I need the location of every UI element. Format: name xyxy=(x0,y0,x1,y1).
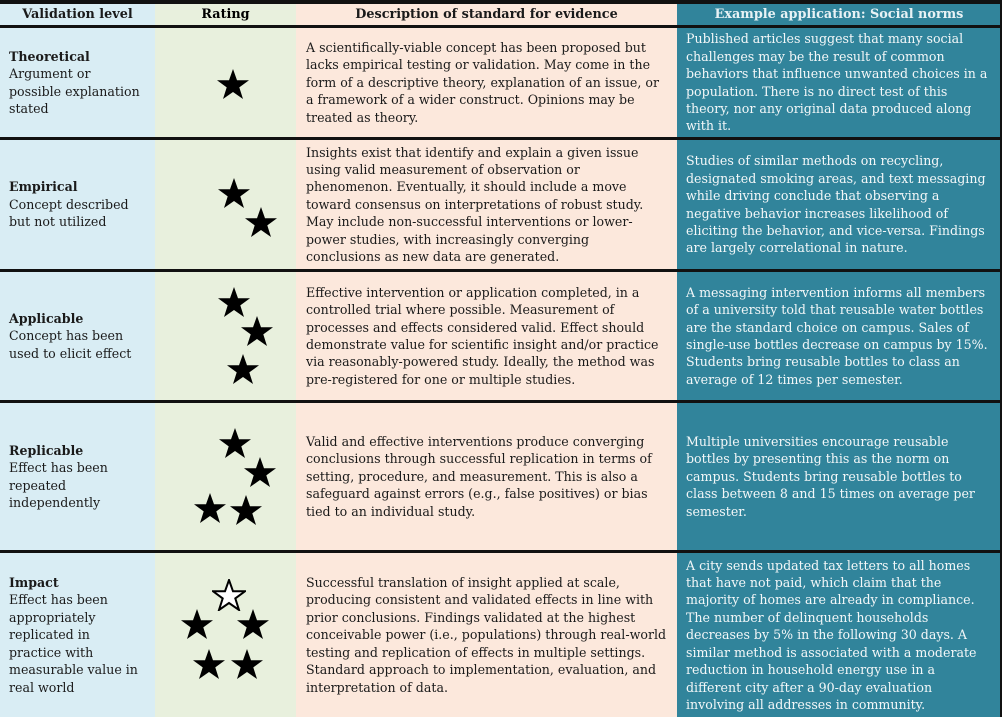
header-validation-level: Validation level xyxy=(0,4,155,25)
star-filled-icon xyxy=(229,494,263,526)
star-filled-icon xyxy=(240,315,274,347)
table-row-impact xyxy=(0,553,1000,717)
validation-level-cell xyxy=(0,28,155,137)
header-example: Example application: Social norms xyxy=(677,4,1000,25)
description-text: A scientifically-viable concept has been proposed but lacks empirical testing or validation. May come in the form of a descriptive theory, explanation of an issue, or a framework of a wider construct. Opinions may be treated as theory. xyxy=(306,39,659,125)
star-filled-icon xyxy=(230,648,264,680)
example-text: Published articles suggest that many social challenges may be the result of common behaviors that influence unwanted choices in a population. There is no direct test of this theory, nor any original data produced along with it. xyxy=(686,31,988,134)
level-title: Applicable xyxy=(9,310,84,326)
star-filled-icon xyxy=(243,456,277,488)
star-rating-1 xyxy=(155,28,296,137)
star-rating-3 xyxy=(155,272,296,400)
validation-level-cell xyxy=(0,553,155,717)
star-filled-icon xyxy=(217,177,251,209)
star-filled-icon xyxy=(192,648,226,680)
example-text: Studies of similar methods on recycling, designated smoking areas, and text messaging while driving conclude that observing a negative behavior increases likelihood of eliciting the behavior, and vice-versa. Findings are largely correlational in nature. xyxy=(686,153,986,256)
level-title: Theoretical xyxy=(9,48,90,64)
table-row-empirical xyxy=(0,140,1000,272)
header-rating: Rating xyxy=(155,4,296,25)
example-text: A city sends updated tax letters to all homes that have not paid, which claim that the majority of homes are already in compliance. The number of delinquent households decreases by 5% in the following 30 days. A similar method is associated with a moderate reduction in household energy use in a different city after a 90-day evaluation involving all addresses in community. xyxy=(686,557,977,712)
rating-cell xyxy=(155,403,296,550)
example-cell xyxy=(677,272,1000,400)
description-cell xyxy=(296,272,677,400)
validation-level-cell xyxy=(0,272,155,400)
star-filled-icon xyxy=(216,68,250,100)
star-filled-icon xyxy=(180,608,214,640)
level-subtitle: Concept described but not utilized xyxy=(9,196,129,230)
level-subtitle: Effect has been repeated independently xyxy=(9,460,108,510)
example-cell xyxy=(677,28,1000,137)
header-row xyxy=(0,4,1000,28)
rating-cell xyxy=(155,272,296,400)
description-cell xyxy=(296,28,677,137)
table-row-applicable xyxy=(0,272,1000,403)
star-filled-icon xyxy=(217,286,251,318)
example-text: A messaging intervention informs all members of a university told that reusable water bottles are the standard choice on campus. Sales of single-use bottles decrease on campus by 15%. Students bring reusable bottles to class an average of 12 times per semester. xyxy=(686,284,988,387)
star-outline-icon xyxy=(212,579,246,611)
description-text: Insights exist that identify and explain a given issue using valid measurement of observation or phenomenon. Eventually, it should include a move toward consensus on interpretations of robust study. May include non-successful interventions or lower-power studies, with increasingly converging conclusions as new data are generated. xyxy=(306,144,644,265)
star-filled-icon xyxy=(193,492,227,524)
rating-cell xyxy=(155,140,296,269)
star-rating-4 xyxy=(155,403,296,550)
level-subtitle: Effect has been appropriately replicated in practice with measurable value in real world xyxy=(9,592,138,695)
level-title: Impact xyxy=(9,575,59,591)
star-filled-icon xyxy=(226,353,260,385)
header-description: Description of standard for evidence xyxy=(296,4,677,25)
validation-level-cell xyxy=(0,140,155,269)
description-text: Successful translation of insight applied at scale, producing consistent and validated effects in line with prior conclusions. Findings validated at the highest conceivable power (i.e., populations) through real-world testing and replication of effects in multiple settings. Standard approach to implementation, evaluation, and interpretation of data. xyxy=(306,575,667,695)
description-cell xyxy=(296,403,677,550)
star-filled-icon xyxy=(218,427,252,459)
description-text: Effective intervention or application completed, in a controlled trial where possible. Measurement of processes and effects considered valid. Effect should demonstrate value for scientific insight and/or practice via reasonably-powered study. Ideally, the method was pre-registered for one or multiple studies. xyxy=(306,284,659,387)
table-row-replicable xyxy=(0,403,1000,553)
example-text: Multiple universities encourage reusable bottles by presenting this as the norm on campus. Students bring reusable bottles to class between 8 and 15 times on average per semester. xyxy=(686,433,975,519)
level-subtitle: Concept has been used to elicit effect xyxy=(9,328,132,361)
example-cell xyxy=(677,553,1000,717)
star-filled-icon xyxy=(244,206,278,238)
star-rating-5 xyxy=(155,553,296,717)
star-rating-2 xyxy=(155,140,296,269)
star-filled-icon xyxy=(236,608,270,640)
rating-cell xyxy=(155,553,296,717)
table-row-theoretical xyxy=(0,28,1000,140)
example-cell xyxy=(677,140,1000,269)
description-cell xyxy=(296,553,677,717)
description-text: Valid and effective interventions produce converging conclusions through successful replication in terms of setting, procedure, and measurement. This is also a safeguard against errors (e.g., false positives) or bias tied to an individual study. xyxy=(306,433,652,519)
description-cell xyxy=(296,140,677,269)
level-title: Replicable xyxy=(9,442,84,458)
level-title: Empirical xyxy=(9,179,78,195)
rating-cell xyxy=(155,28,296,137)
example-cell xyxy=(677,403,1000,550)
validation-level-cell xyxy=(0,403,155,550)
level-subtitle: Argument or possible explanation stated xyxy=(9,66,140,116)
